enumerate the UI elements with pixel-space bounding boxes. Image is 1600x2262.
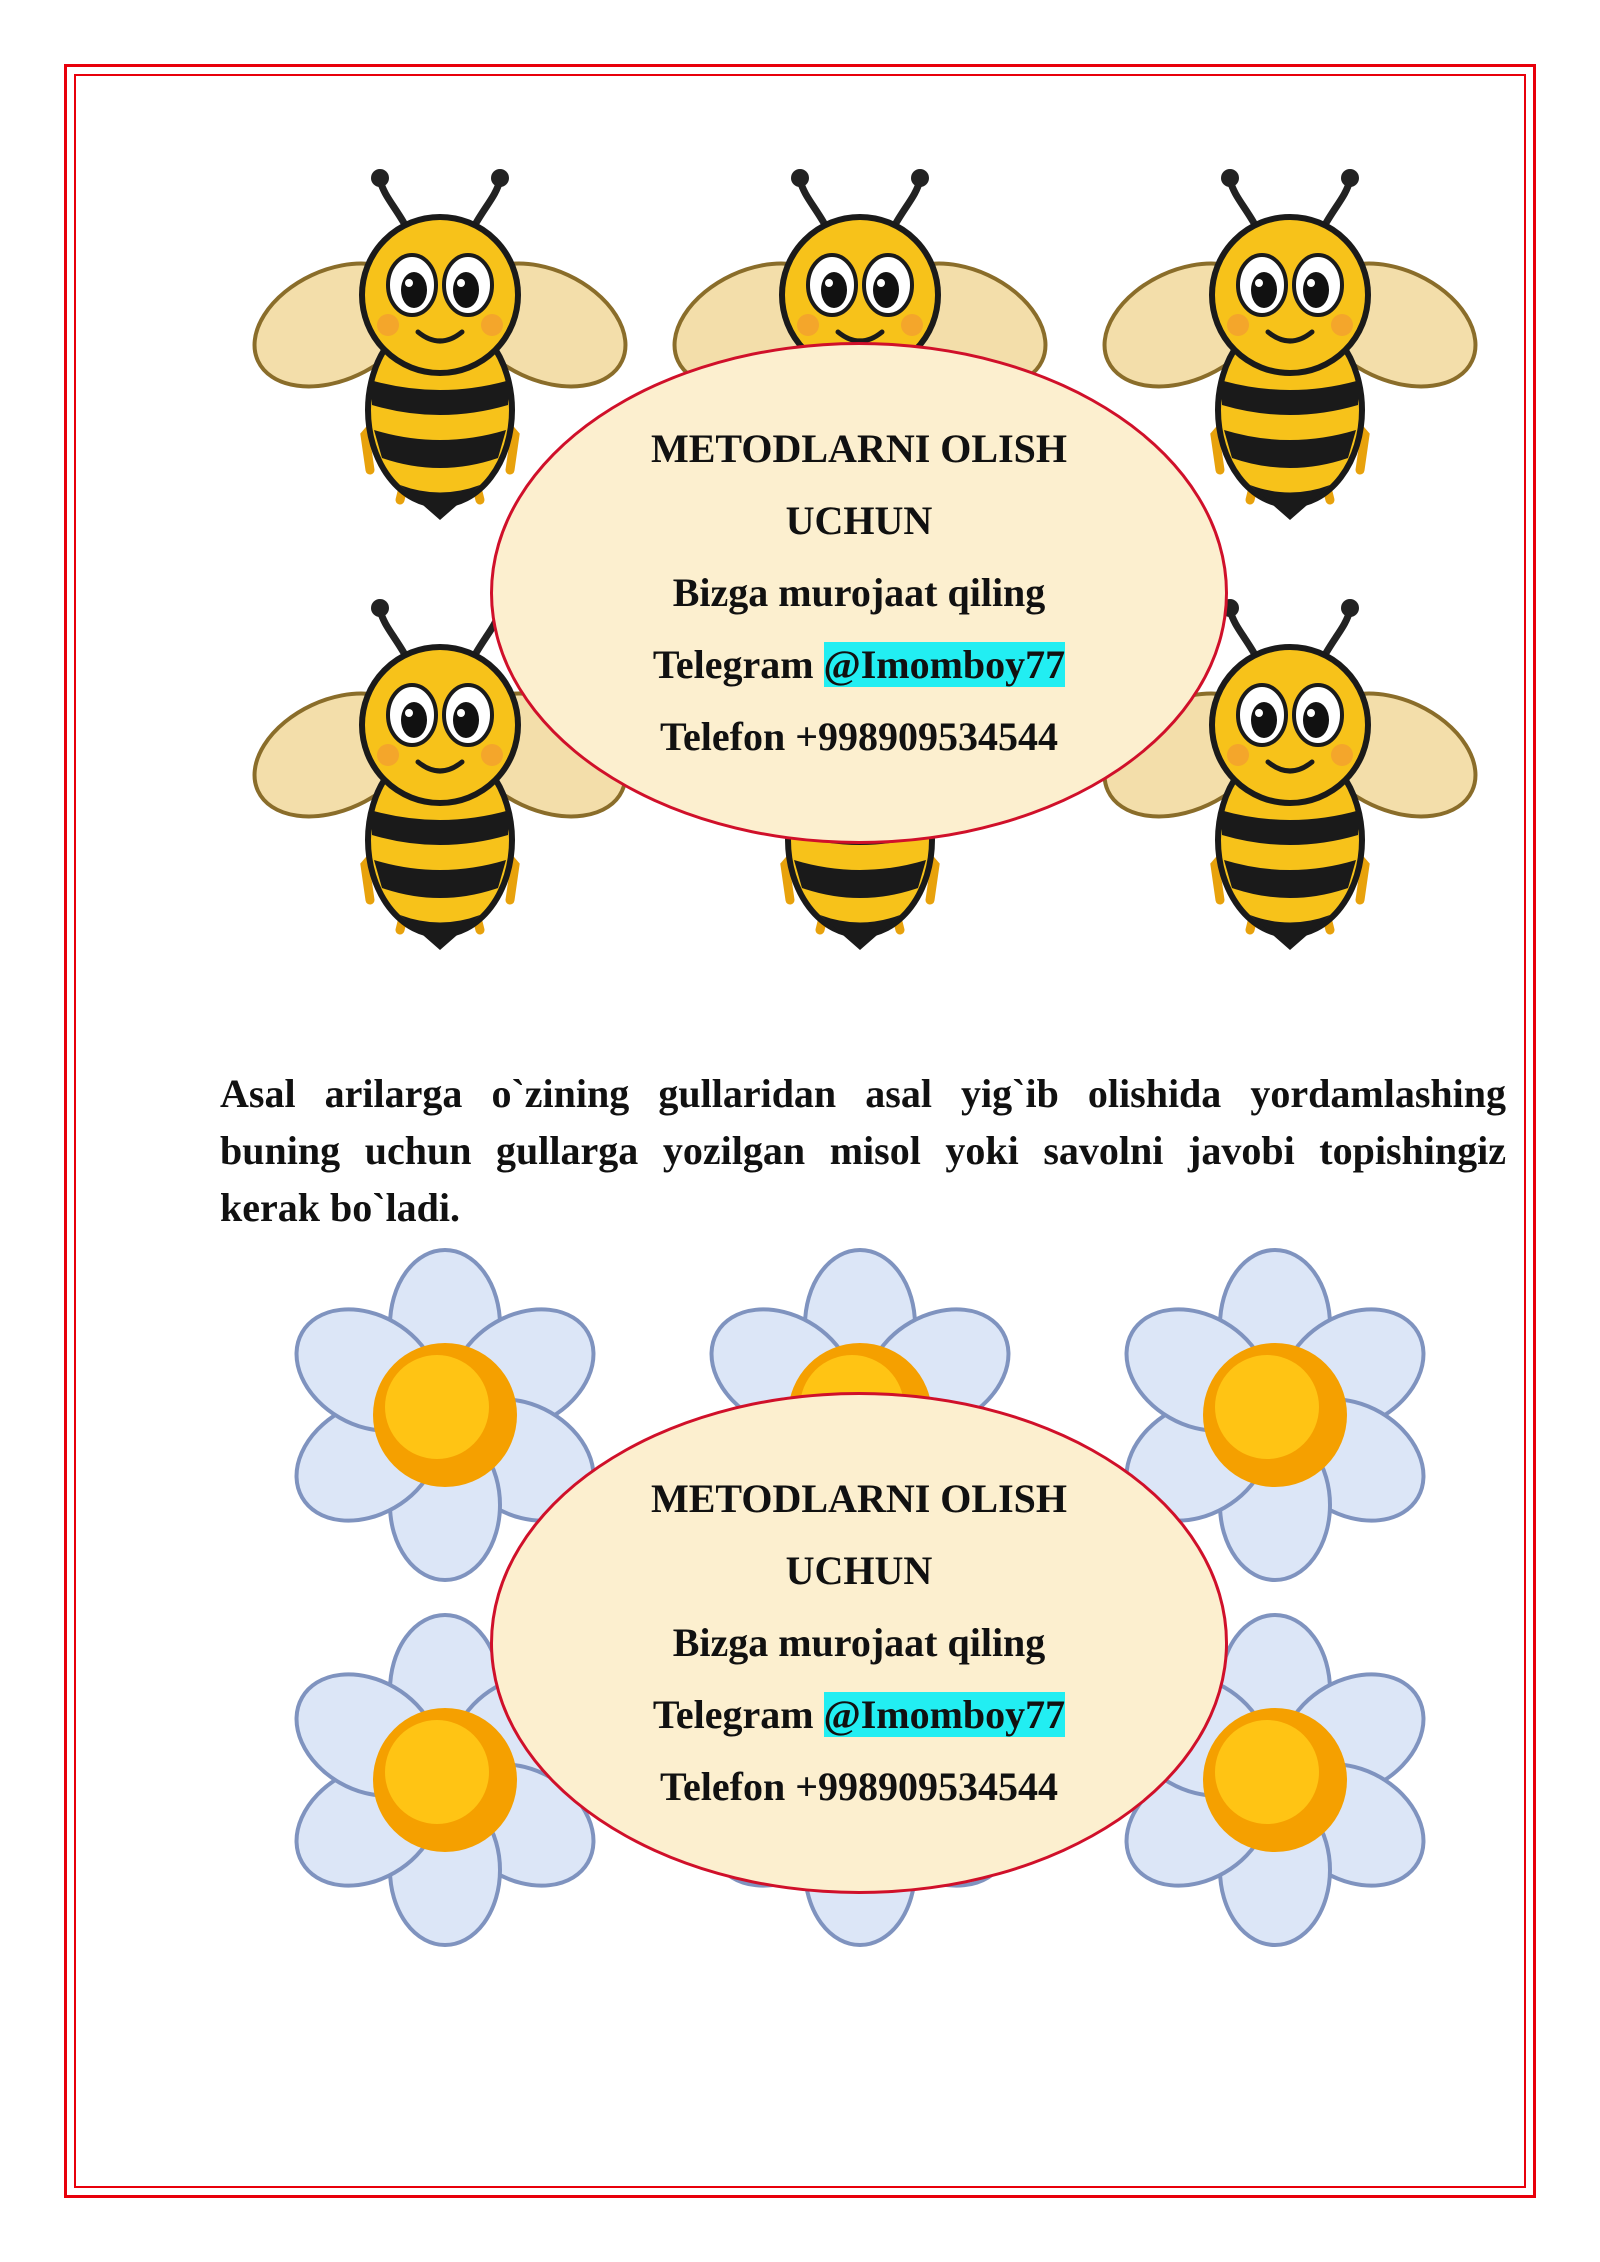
callout-phone: Telefon +998909534544 — [660, 1764, 1058, 1809]
instruction-line: Asal arilarga o`zining gullaridan asal yig`ib olishida yordamlashing — [220, 1071, 1506, 1116]
callout-contact-text: Bizga murojaat qiling — [672, 1620, 1046, 1665]
callout-heading: METODLARNI OLISH — [650, 1476, 1067, 1521]
callout-heading-2: UCHUN — [785, 498, 933, 543]
telegram-label: Telegram — [652, 1692, 814, 1737]
contact-callout-top — [490, 342, 1228, 844]
callout-telegram — [653, 1679, 1065, 1751]
callout-phone: Telefon +998909534544 — [660, 714, 1058, 759]
callout-heading-2: UCHUN — [785, 1548, 933, 1593]
callout-heading: METODLARNI OLISH — [650, 426, 1067, 471]
callout-telegram — [653, 629, 1065, 701]
instruction-paragraph — [220, 1065, 1506, 1236]
callout-contact-text: Bizga murojaat qiling — [672, 570, 1046, 615]
instruction-line: buning uchun gullarga yozilgan misol yoki savolni javobi topishingiz — [220, 1128, 1506, 1173]
telegram-handle-link[interactable]: @Imomboy77 — [823, 1692, 1066, 1737]
telegram-label: Telegram — [652, 642, 814, 687]
contact-callout-bottom — [490, 1392, 1228, 1894]
telegram-handle-link[interactable]: @Imomboy77 — [823, 642, 1066, 687]
instruction-line: kerak bo`ladi. — [220, 1185, 461, 1230]
